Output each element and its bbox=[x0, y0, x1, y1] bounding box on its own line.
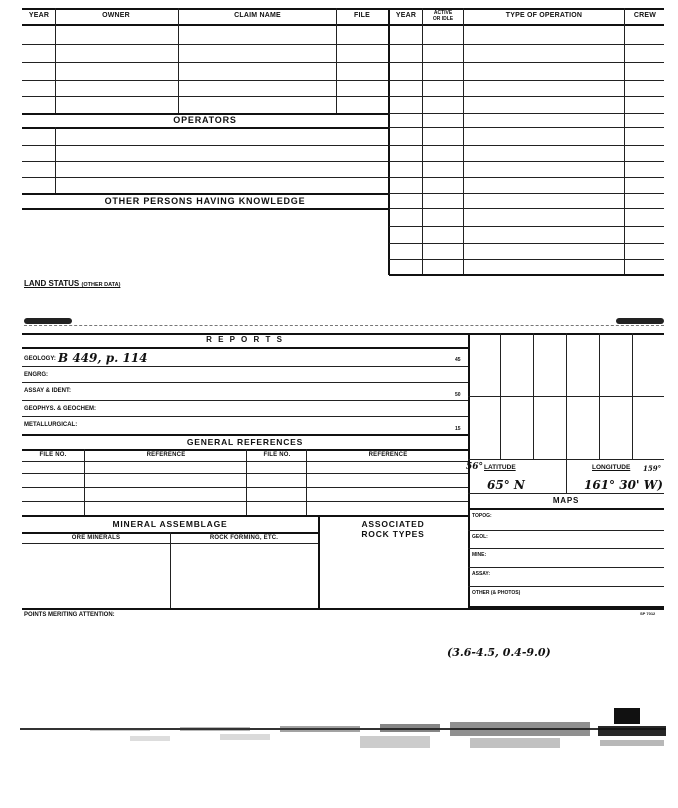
maps-other: OTHER (& PHOTOS) bbox=[472, 590, 521, 596]
associated-header: ASSOCIATED bbox=[361, 519, 425, 529]
ref-header-reference-1: REFERENCE bbox=[146, 452, 186, 458]
header-crew: CREW bbox=[633, 12, 657, 19]
maps-topog: TOPOG: bbox=[472, 513, 492, 519]
general-references-title: GENERAL REFERENCES bbox=[186, 437, 304, 447]
header-year: YEAR bbox=[28, 12, 50, 19]
header-or-idle: OR IDLE bbox=[432, 16, 454, 22]
latitude-value: 65° N bbox=[487, 478, 525, 492]
land-status-label bbox=[24, 279, 120, 288]
scan-noise-band bbox=[0, 708, 678, 808]
report-geology-value: B 449, p. 114 bbox=[58, 351, 148, 365]
lon-suffix: 159° bbox=[643, 464, 662, 473]
rock-types-header: ROCK TYPES bbox=[361, 529, 425, 539]
report-geology-label: GEOLOGY: bbox=[24, 356, 56, 362]
report-metallurgical-label: METALLURGICAL: bbox=[24, 422, 78, 428]
header-type-of-operation: TYPE OF OPERATION bbox=[505, 12, 583, 19]
report-geology-num: 45 bbox=[455, 357, 461, 363]
maps-mine: MINE: bbox=[472, 552, 487, 558]
handwritten-coordinates: (3.6-4.5, 0.4-9.0) bbox=[447, 646, 551, 659]
ref-header-reference-2: REFERENCE bbox=[368, 452, 408, 458]
longitude-label: LONGITUDE bbox=[592, 464, 631, 471]
land-status-sub: (OTHER DATA) bbox=[81, 282, 121, 288]
land-status-text: LAND STATUS bbox=[24, 279, 80, 288]
ore-minerals-header: ORE MINERALS bbox=[71, 535, 121, 541]
longitude-value: 161° 30' W) bbox=[584, 478, 663, 492]
header-claim-name: CLAIM NAME bbox=[234, 12, 281, 19]
header-op-year: YEAR bbox=[395, 12, 417, 19]
report-geophys-label: GEOPHYS. & GEOCHEM: bbox=[24, 406, 97, 412]
lat-prefix: 56° bbox=[466, 462, 484, 472]
report-metallurgical-num: 15 bbox=[455, 426, 461, 432]
rock-forming-header: ROCK FORMING, ETC. bbox=[209, 535, 279, 541]
ref-header-file-no-2: FILE NO. bbox=[263, 452, 291, 458]
form-number: SP 7012 bbox=[640, 611, 656, 616]
punch-mark-right bbox=[616, 318, 664, 324]
header-file: FILE bbox=[354, 12, 370, 19]
report-assay-num: 50 bbox=[455, 392, 461, 398]
operators-title: OPERATORS bbox=[173, 115, 237, 125]
maps-geol: GEOL: bbox=[472, 534, 488, 540]
reports-title: R E P O R T S bbox=[206, 335, 284, 344]
report-engrg-label: ENGRG: bbox=[24, 372, 48, 378]
punch-line bbox=[24, 325, 664, 326]
report-assay-label: ASSAY & IDENT: bbox=[24, 388, 72, 394]
points-meriting-label: POINTS MERITING ATTENTION: bbox=[24, 612, 115, 618]
other-persons-title: OTHER PERSONS HAVING KNOWLEDGE bbox=[104, 196, 306, 206]
punch-mark-left bbox=[24, 318, 72, 324]
ref-header-file-no-1: FILE NO. bbox=[39, 452, 67, 458]
latitude-label: LATITUDE bbox=[484, 464, 516, 471]
mineral-assemblage-title: MINERAL ASSEMBLAGE bbox=[112, 519, 228, 529]
header-active: ACTIVE bbox=[433, 10, 453, 16]
header-owner: OWNER bbox=[102, 12, 130, 19]
maps-title: MAPS bbox=[552, 496, 580, 505]
maps-assay: ASSAY: bbox=[472, 571, 491, 577]
